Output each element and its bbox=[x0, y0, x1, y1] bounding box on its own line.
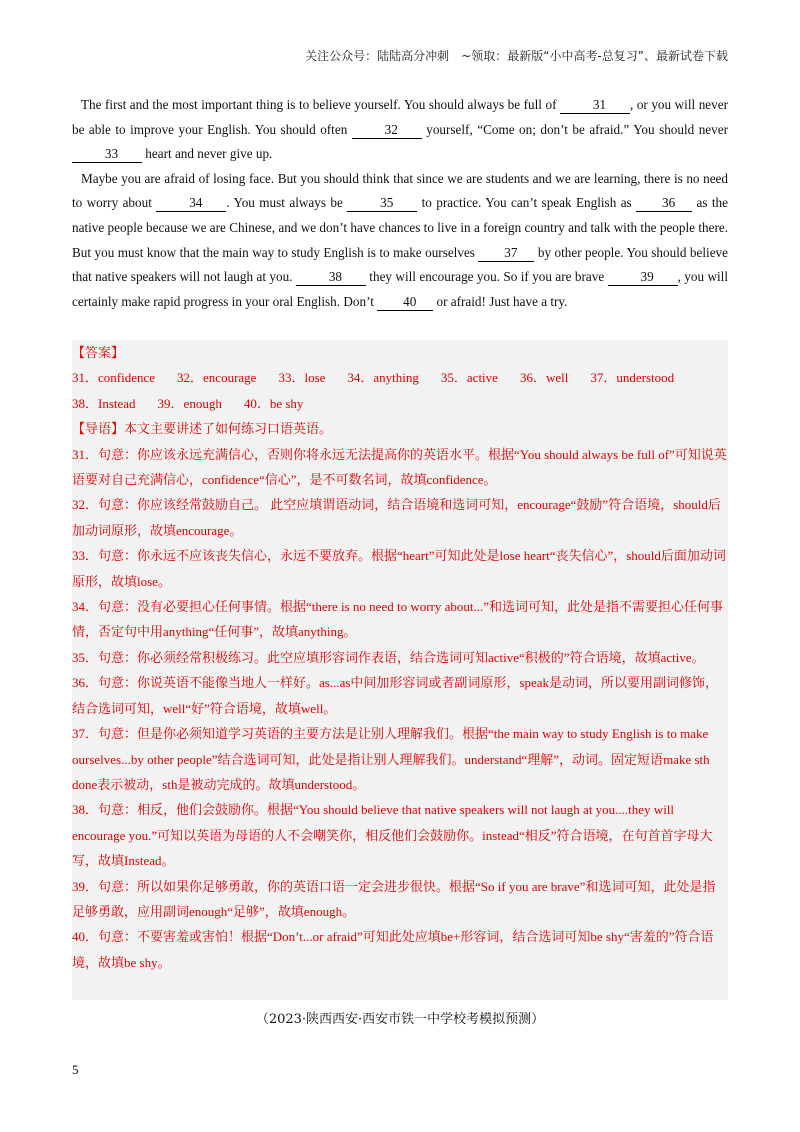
explanation-36: 36．句意：你说英语不能像当地人一样好。as...as中间加形容词或者副词原形，speak是动词，所以要用副词修饰，结合选词可知，well“好”符合语境，故填well。 bbox=[72, 675, 719, 716]
explanation-37: 37．句意：但是你必须知道学习英语的主要方法是让别人理解我们。根据“the main way to study English is to make ourselves...by other people”结合选词可知，此处是指让别人理解我们。understand“理解”，动词。固定短语make sth done表示被动，sth是被动完成的。故填understood。 bbox=[72, 726, 710, 792]
blank-39: 39 bbox=[608, 269, 678, 286]
answer-item-31: 31．confidence bbox=[72, 370, 156, 386]
answer-item-32: 32．encourage bbox=[177, 370, 257, 386]
passage-text: . You must always be bbox=[226, 195, 348, 211]
blank-32: 32 bbox=[352, 122, 422, 139]
passage-paragraph-1 bbox=[72, 93, 728, 167]
explanation-33: 33．句意：你永远不应该丧失信心，永远不要放弃。根据“heart”可知此处是lose heart“丧失信心”，should后面加动词原形，故填lose。 bbox=[72, 548, 726, 589]
answer-title: 【答案】 bbox=[72, 345, 125, 360]
explanation-38: 38．句意：相反，他们会鼓励你。根据“You should believe that native speakers will not laugh at you....they will encourage you.”可知以英语为母语的人不会嘲笑你，相反他们会鼓励你。instead“相反”符合语境，在句首首字母大写，故填Instead。 bbox=[72, 802, 713, 869]
page-number: 5 bbox=[72, 1062, 79, 1077]
explanation-31: 31．句意：你应该永远充满信心，否则你将永远无法提高你的英语水平。根据“You should always be full of”可知说英语要对自己充满信心，confidence“信心”，是不可数名词，故填confidence。 bbox=[72, 446, 727, 488]
answer-item-37: 37．understood bbox=[590, 370, 675, 386]
answer-item-39: 39．enough bbox=[157, 395, 222, 411]
answer-item-38: 38．Instead bbox=[72, 395, 136, 411]
source-note: （2023·陕西西安·西安市铁一中学校考模拟预测） bbox=[255, 1012, 545, 1027]
explanation-34: 34．句意：没有必要担心任何事情。根据“there is no need to worry about...”和选词可知，此处是指不需要担心任何事情，否定句中用anything“任何事”，故填anything。 bbox=[72, 599, 724, 640]
explanation-32: 32．句意：你应该经常鼓励自己。 此空应填谓语动词，结合语境和选词可知，encourage“鼓励”符合语境，should后加动词原形，故填encourage。 bbox=[72, 497, 721, 538]
passage-text: heart and never give up. bbox=[142, 146, 273, 162]
explanation-39: 39．句意：所以如果你足够勇敢，你的英语口语一定会进步很快。根据“So if you are brave”和选词可知，此处是指足够勇敢，应用副词enough“足够”，故填enough。 bbox=[72, 878, 716, 919]
explanation-35: 35．句意：你必须经常积极练习。此空应填形容词作表语，结合选词可知active“积极的”符合语境，故填active。 bbox=[72, 649, 705, 665]
answer-section bbox=[72, 340, 728, 1000]
passage-text: Maybe you are afraid of losing face. But you should think that since we are students and we are learning, there is no need to worry about bbox=[72, 170, 728, 211]
blank-36: 36 bbox=[636, 195, 692, 212]
passage-text: as the native people because we are Chinese, and we don’t have chances to live in a foreign country and talk with the people there. But you must know that the main way to study English is to make ourselves bbox=[72, 195, 729, 260]
answer-item-35: 35．active bbox=[440, 370, 498, 386]
passage-text: to practice. You can’t speak English as bbox=[417, 195, 637, 211]
page-header: 关注公众号：陆陆高分冲刺 ~领取：最新版“小中高考-总复习”、最新试卷下载 bbox=[305, 49, 728, 63]
passage-text: The first and the most important thing is to believe yourself. You should always be full of bbox=[81, 97, 560, 112]
passage-text: , you will certainly make rapid progress in your oral English. Don’t bbox=[72, 269, 728, 309]
cloze-passage bbox=[72, 93, 728, 314]
answer-item-36: 36．well bbox=[519, 370, 569, 386]
blank-40: 40 bbox=[377, 294, 433, 311]
answer-guide: 【导语】本文主要讲述了如何练习口语英语。 bbox=[72, 421, 333, 437]
blank-37: 37 bbox=[478, 245, 534, 262]
explanation-40: 40．句意：不要害羞或害怕！根据“Don’t...or afraid”可知此处应填be+形容词，结合选词可知be shy“害羞的”符合语境，故填be shy。 bbox=[72, 929, 714, 970]
blank-31: 31 bbox=[560, 97, 630, 114]
blank-34: 34 bbox=[156, 195, 226, 212]
passage-paragraph-2 bbox=[72, 167, 728, 315]
passage-text: , or you will never be able to improve your English. You should often bbox=[72, 97, 728, 137]
answer-list bbox=[72, 365, 728, 416]
passage-text: by other people. You should believe that native speakers will not laugh at you. bbox=[72, 244, 728, 285]
answer-item-33: 33．lose bbox=[278, 370, 326, 386]
answer-item-34: 34．anything bbox=[347, 370, 419, 386]
blank-38: 38 bbox=[296, 269, 366, 286]
passage-text: or afraid! Just have a try. bbox=[433, 293, 568, 309]
passage-text: yourself, “Come on; don’t be afraid.” You should never bbox=[421, 121, 728, 137]
blank-33: 33 bbox=[72, 146, 142, 163]
blank-35: 35 bbox=[347, 195, 417, 212]
answer-item-40: 40．be shy bbox=[243, 395, 304, 411]
passage-text: they will encourage you. So if you are brave bbox=[365, 269, 608, 285]
